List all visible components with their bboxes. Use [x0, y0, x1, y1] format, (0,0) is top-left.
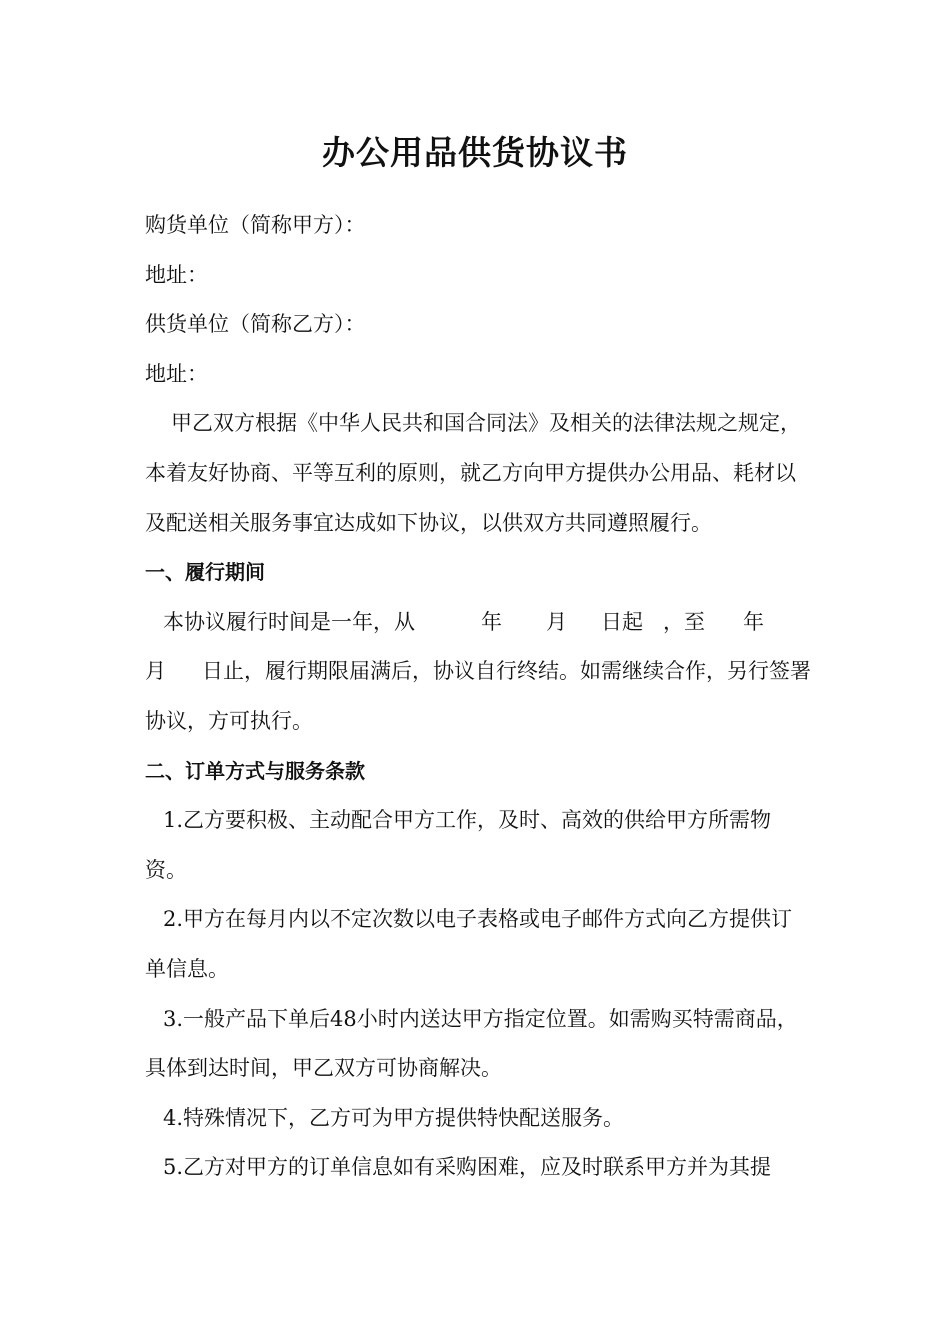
term-month-start: 月	[546, 609, 567, 634]
term-tail: 日止，履行期限届满后，协议自行终结。如需继续合作，另行签署协议，方可执行。	[145, 659, 811, 733]
section-heading-term: 一、履行期间	[145, 560, 265, 585]
term-year-end: 年	[743, 609, 764, 634]
supplier-address-line: 地址：	[145, 361, 208, 386]
clause-item: 2.甲方在每月内以不定次数以电子表格或电子邮件方式向乙方提供订单信息。	[145, 907, 793, 981]
clause-item: 3.一般产品下单后48小时内送达甲方指定位置。如需购买特需商品，具体到达时间，甲乙双方可协商解决。	[145, 1006, 798, 1081]
term-lead: 本协议履行时间是一年，从	[163, 609, 415, 634]
buyer-address-line: 地址：	[145, 262, 208, 287]
clause-item: 4.特殊情况下，乙方可为甲方提供特快配送服务。	[163, 1105, 625, 1130]
preamble-paragraph: 甲乙双方根据《中华人民共和国合同法》及相关的法律法规之规定，本着友好协商、平等互利的原则，就乙方向甲方提供办公用品、耗材以及配送相关服务事宜达成如下协议，以供双方共同遵照履行。	[145, 411, 801, 535]
term-day-start: 日起	[601, 609, 643, 634]
clause-item: 5.乙方对甲方的订单信息如有采购困难，应及时联系甲方并为其提	[163, 1155, 772, 1180]
term-month-end: 月	[145, 659, 166, 684]
supplier-line: 供货单位（简称乙方）：	[145, 312, 366, 337]
term-paragraph	[145, 598, 813, 747]
section-heading-orders: 二、订单方式与服务条款	[145, 758, 365, 783]
term-year-start: 年	[481, 609, 502, 634]
buyer-line: 购货单位（简称甲方）：	[145, 213, 366, 237]
document-title: 办公用品供货协议书	[322, 133, 628, 172]
document-body	[145, 201, 813, 1193]
clause-item: 1.乙方要积极、主动配合甲方工作，及时、高效的供给甲方所需物资。	[145, 808, 772, 882]
term-comma-to: ，至	[663, 609, 705, 634]
